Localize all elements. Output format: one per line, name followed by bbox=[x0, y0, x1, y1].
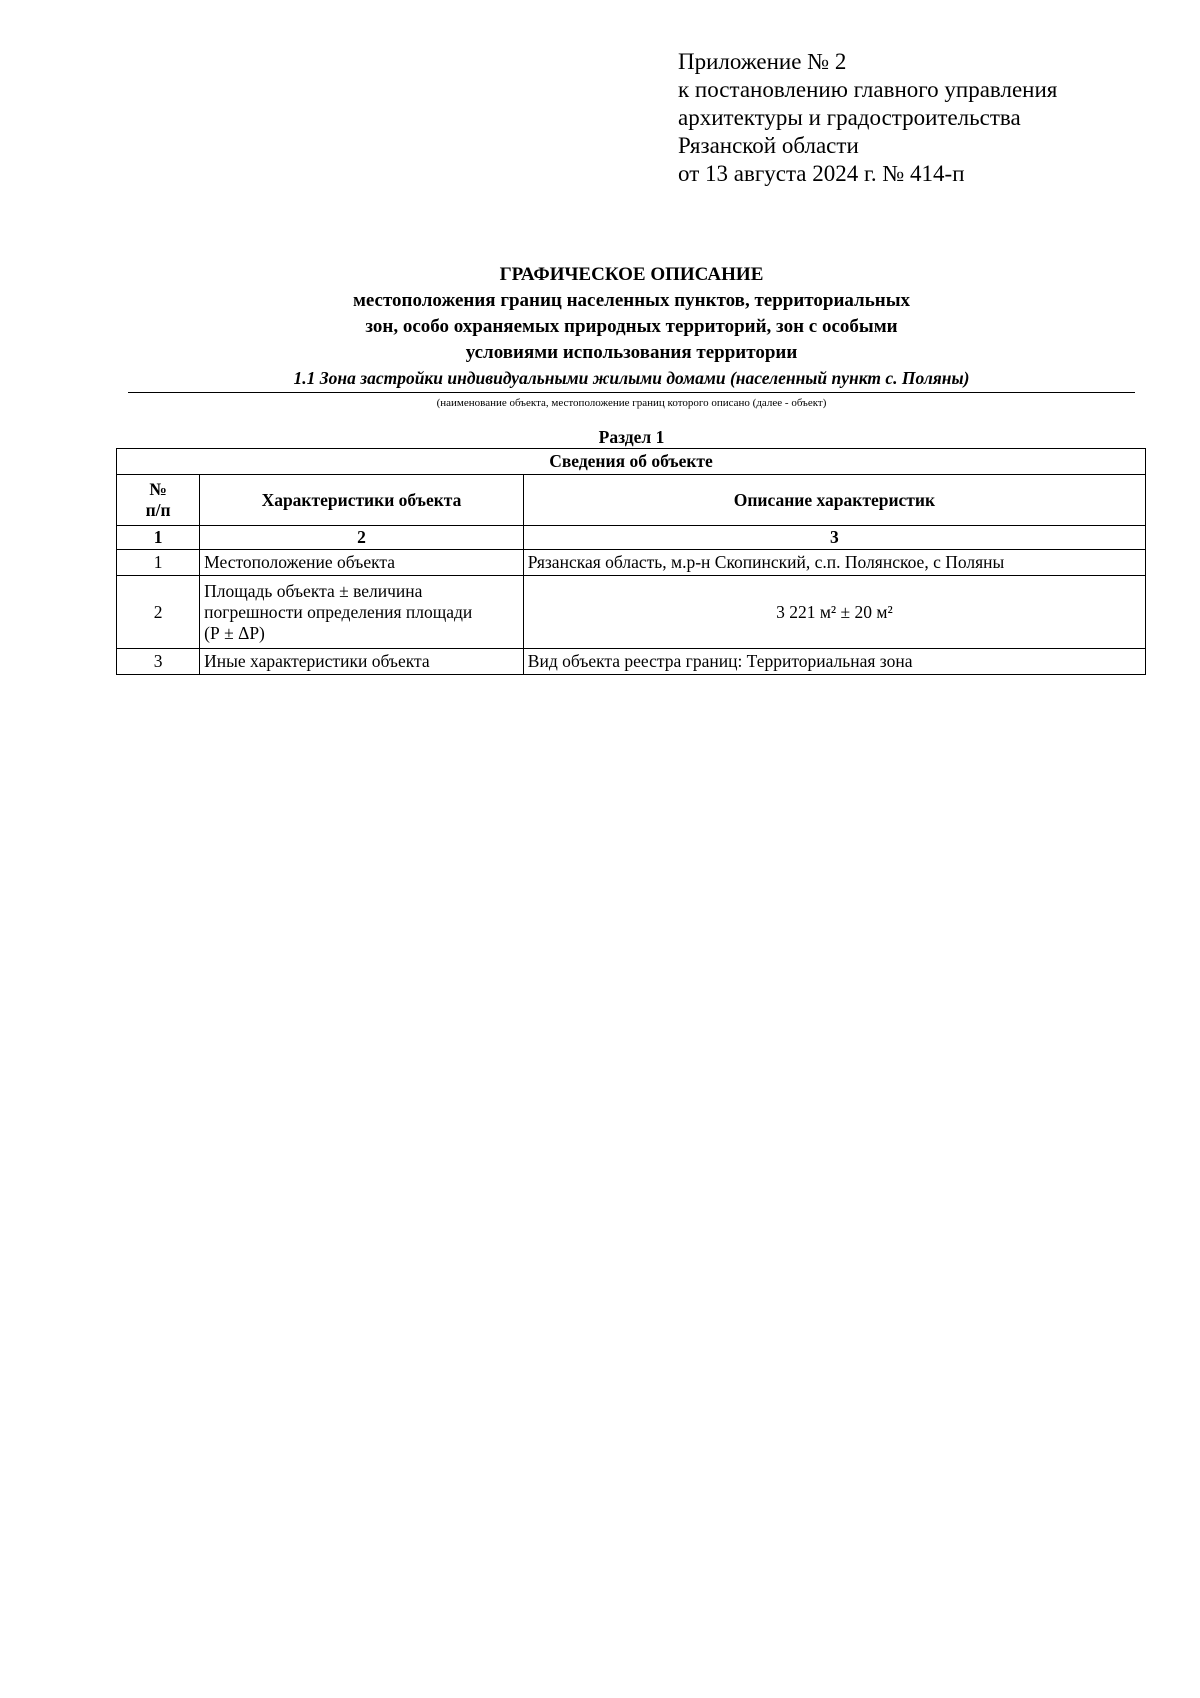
table-header-row bbox=[117, 475, 1146, 526]
header-num-line: № bbox=[149, 479, 167, 499]
appendix-line: от 13 августа 2024 г. № 414-п bbox=[678, 161, 965, 186]
row-num: 2 bbox=[117, 576, 200, 649]
title-line: зон, особо охраняемых природных территорий, зон с особыми bbox=[365, 316, 898, 337]
column-number: 2 bbox=[200, 526, 524, 550]
column-number-row bbox=[117, 526, 1146, 550]
title-line: условиями использования территории bbox=[465, 342, 798, 363]
document-title bbox=[0, 262, 1200, 366]
row-description: 3 221 м² ± 20 м² bbox=[523, 576, 1145, 649]
header-num-line: п/п bbox=[145, 500, 171, 520]
table-caption: Сведения об объекте bbox=[117, 449, 1146, 475]
characteristic-line: Площадь объекта ± величина bbox=[204, 580, 423, 601]
row-num: 3 bbox=[117, 649, 200, 675]
characteristic-line: погрешности определения площади bbox=[204, 601, 473, 622]
table-row bbox=[117, 550, 1146, 576]
object-caption: (наименование объекта, местоположение границ которого описано (далее - объект) bbox=[436, 397, 827, 409]
table-row bbox=[117, 576, 1146, 649]
row-description: Вид объекта реестра границ: Территориальная зона bbox=[523, 649, 1145, 675]
row-characteristic: Местоположение объекта bbox=[200, 550, 524, 576]
column-number: 3 bbox=[523, 526, 1145, 550]
appendix-line: к постановлению главного управления bbox=[678, 77, 1058, 102]
appendix-block bbox=[678, 48, 1158, 188]
appendix-line: Рязанской области bbox=[678, 133, 859, 158]
table-row bbox=[117, 649, 1146, 675]
row-description: Рязанская область, м.р-н Скопинский, с.п. Полянское, с Поляны bbox=[523, 550, 1145, 576]
header-description: Описание характеристик bbox=[523, 475, 1145, 526]
appendix-line: Приложение № 2 bbox=[678, 49, 847, 74]
title-line: ГРАФИЧЕСКОЕ ОПИСАНИЕ bbox=[499, 264, 764, 285]
column-number: 1 bbox=[117, 526, 200, 550]
section-title: Раздел 1 bbox=[598, 427, 665, 447]
row-characteristic bbox=[200, 576, 524, 649]
table-caption-row bbox=[117, 449, 1146, 475]
row-num: 1 bbox=[117, 550, 200, 576]
appendix-line: архитектуры и градостроительства bbox=[678, 105, 1021, 130]
header-num bbox=[117, 475, 200, 526]
header-characteristics: Характеристики объекта bbox=[200, 475, 524, 526]
characteristic-line: (Р ± ΔР) bbox=[204, 622, 265, 643]
row-characteristic: Иные характеристики объекта bbox=[200, 649, 524, 675]
object-name: 1.1 Зона застройки индивидуальными жилыми домами (населенный пункт с. Поляны) bbox=[128, 367, 1135, 393]
object-info-table bbox=[116, 448, 1146, 675]
title-line: местоположения границ населенных пунктов, территориальных bbox=[352, 290, 911, 311]
